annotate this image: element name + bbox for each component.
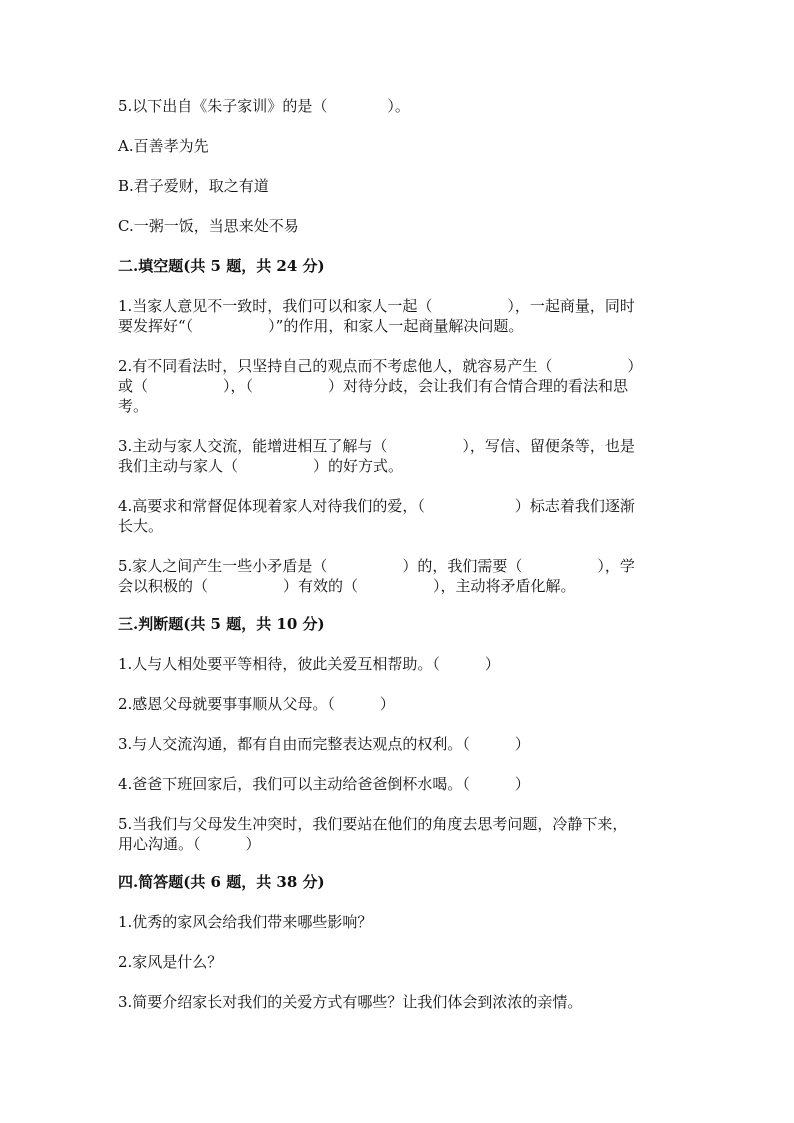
fill-q3-line-2: 我们主动与家人（ ）的好方式。 xyxy=(118,457,404,475)
fill-q5-line-1: 5.家人之间产生一些小矛盾是（ ）的，我们需要（ ），学 xyxy=(118,557,635,575)
fill-question-3 xyxy=(118,436,678,476)
true-false-section xyxy=(118,614,678,854)
fill-question-1 xyxy=(118,296,678,336)
judge-question-1: 1.人与人相处要平等相待，彼此关爱互相帮助。（ ） xyxy=(118,655,500,673)
worksheet-page xyxy=(118,96,678,1012)
judge-question-3: 3.与人交流沟通，都有自由而完整表达观点的权利。（ ） xyxy=(118,735,530,753)
fill-question-2 xyxy=(118,356,678,416)
judge-section-heading: 三.判断题(共 5 题，共 10 分) xyxy=(118,615,325,633)
short-question-1: 1.优秀的家风会给我们带来哪些影响？ xyxy=(118,913,373,931)
judge-q5-line-1: 5.当我们与父母发生冲突时，我们要站在他们的角度去思考问题，冷静下来， xyxy=(118,815,628,833)
judge-q5-line-2: 用心沟通。（ ） xyxy=(118,835,261,853)
short-question-2: 2.家风是什么？ xyxy=(118,953,223,971)
fill-section-heading: 二.填空题(共 5 题，共 24 分) xyxy=(118,257,325,275)
fill-q1-line-2: 要发挥好“（ ）”的作用，和家人一起商量解决问题。 xyxy=(118,317,524,335)
choice-q5-option-b: B.君子爱财，取之有道 xyxy=(118,177,269,195)
judge-question-5 xyxy=(118,814,678,854)
fill-q2-line-1: 2.有不同看法时，只坚持自己的观点而不考虑他人，就容易产生（ ） xyxy=(118,357,643,375)
fill-q3-line-1: 3.主动与家人交流，能增进相互了解与（ ），写信、留便条等，也是 xyxy=(118,437,635,455)
choice-q5-option-a: A.百善孝为先 xyxy=(118,137,209,155)
fill-q2-line-2: 或（ ），（ ）对待分歧，会让我们有合情合理的看法和思 xyxy=(118,377,629,395)
fill-q4-line-2: 长大。 xyxy=(118,517,164,535)
short-question-3: 3.简要介绍家长对我们的关爱方式有哪些？让我们体会到浓浓的亲情。 xyxy=(118,993,583,1011)
fill-in-section xyxy=(118,256,678,596)
choice-question-5 xyxy=(118,96,678,236)
judge-question-2: 2.感恩父母就要事事顺从父母。（ ） xyxy=(118,695,395,713)
fill-q5-line-2: 会以积极的（ ）有效的（ ），主动将矛盾化解。 xyxy=(118,577,576,595)
choice-q5-stem: 5.以下出自《朱子家训》的是（ ）。 xyxy=(118,97,410,115)
short-answer-section xyxy=(118,872,678,1012)
fill-q2-line-3: 考。 xyxy=(118,397,149,415)
choice-q5-option-c: C.一粥一饭，当思来处不易 xyxy=(118,217,299,235)
judge-question-4: 4.爸爸下班回家后，我们可以主动给爸爸倒杯水喝。（ ） xyxy=(118,775,530,793)
fill-question-5 xyxy=(118,556,678,596)
short-section-heading: 四.简答题(共 6 题，共 38 分) xyxy=(118,873,325,891)
fill-q1-line-1: 1.当家人意见不一致时，我们可以和家人一起（ ），一起商量，同时 xyxy=(118,297,635,315)
fill-q4-line-1: 4.高要求和常督促体现着家人对待我们的爱，（ ）标志着我们逐渐 xyxy=(118,497,635,515)
fill-question-4 xyxy=(118,496,678,536)
